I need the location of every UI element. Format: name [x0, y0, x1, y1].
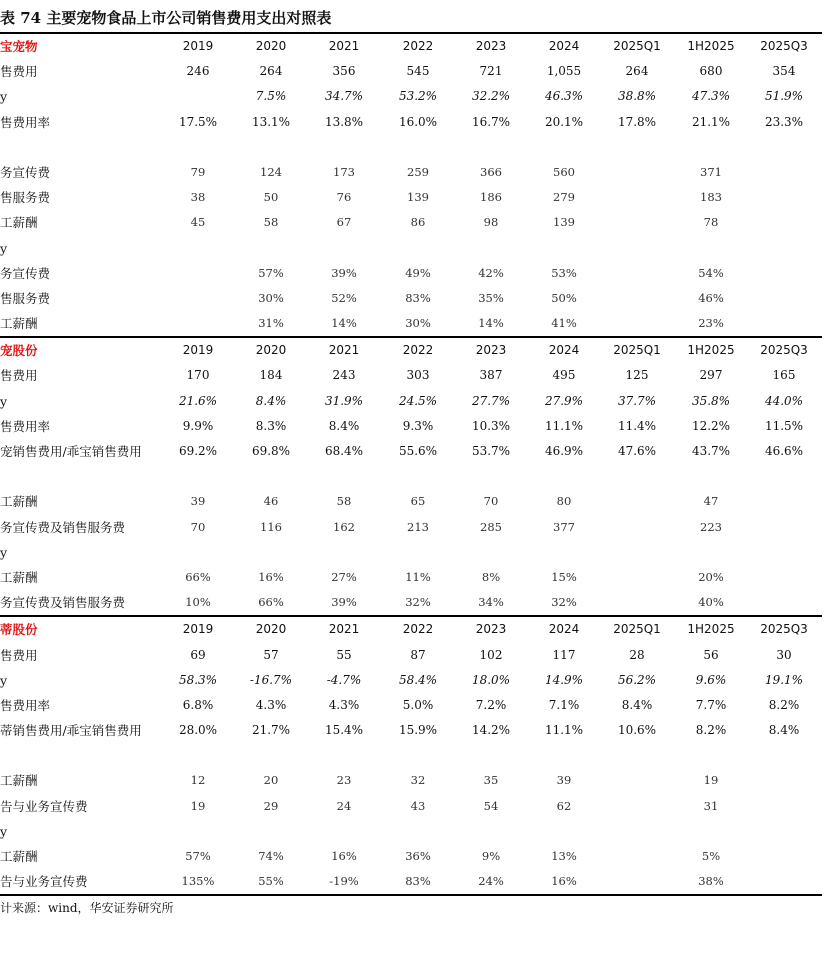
table-cell: 32 — [410, 773, 426, 788]
table-cell: 14.9% — [544, 672, 584, 687]
table-row — [0, 869, 822, 894]
expense-comparison-table — [0, 32, 822, 896]
company-name: 蒂股份 — [0, 622, 38, 638]
table-row — [0, 515, 822, 540]
table-cell: 50% — [551, 290, 577, 305]
table-cell: 8.2% — [695, 723, 727, 738]
table-cell: 31.9% — [324, 393, 364, 408]
table-cell: 9.6% — [695, 672, 727, 687]
column-header: 2025Q3 — [760, 39, 808, 53]
table-cell: 19.1% — [764, 672, 804, 687]
table-cell: 39% — [331, 595, 357, 610]
table-cell: 264 — [625, 64, 649, 79]
table-cell: 53.7% — [471, 444, 511, 458]
table-cell: 721 — [479, 64, 503, 79]
table-cell: 65 — [410, 494, 426, 509]
row-label: y — [0, 823, 8, 839]
table-cell: 42% — [478, 265, 504, 280]
table-row — [0, 464, 822, 489]
table-cell: 19 — [703, 773, 719, 788]
table-cell: 116 — [260, 519, 282, 534]
table-cell: 40% — [698, 595, 724, 610]
table-row — [0, 286, 822, 311]
table-cell: 15.9% — [398, 723, 438, 738]
table-cell: 11.4% — [617, 418, 657, 433]
row-label: 宠销售费用/乖宝销售费用 — [0, 444, 142, 459]
table-cell: 21.1% — [691, 114, 731, 129]
row-label: y — [0, 544, 8, 560]
row-label: 工薪酬 — [0, 215, 38, 231]
table-cell: 7.2% — [475, 697, 507, 712]
table-cell: 54 — [483, 798, 499, 813]
table-cell: 83% — [405, 874, 431, 889]
table-cell: 12 — [190, 773, 206, 788]
column-header: 2025Q1 — [613, 343, 661, 358]
table-cell: 29 — [263, 798, 279, 813]
row-label: 务宣传费及销售服务费 — [0, 519, 126, 535]
table-cell: 38 — [190, 190, 206, 205]
table-cell: 165 — [772, 368, 796, 383]
table-row — [0, 210, 822, 235]
company-section — [0, 338, 822, 617]
row-label: y — [0, 393, 8, 409]
table-cell: 15% — [551, 569, 577, 584]
table-cell: 69.2% — [178, 444, 218, 458]
table-cell: 30% — [405, 316, 431, 331]
table-cell: 246 — [186, 64, 210, 79]
table-cell: 12.2% — [691, 418, 731, 433]
table-cell: 58.4% — [398, 672, 438, 687]
table-cell: 52% — [331, 290, 357, 305]
table-cell: 67 — [336, 215, 352, 230]
table-cell: 55.6% — [398, 444, 438, 458]
table-row — [0, 389, 822, 414]
column-header: 2024 — [548, 39, 580, 53]
table-row — [0, 135, 822, 160]
table-cell: 17.5% — [178, 114, 218, 129]
company-name: 宝宠物 — [0, 39, 38, 54]
column-header: 2025Q3 — [760, 343, 808, 358]
table-cell: 53% — [551, 265, 577, 280]
table-cell: -19% — [329, 874, 359, 889]
table-cell: 139 — [553, 215, 575, 230]
table-row — [0, 794, 822, 819]
table-cell: 125 — [625, 368, 649, 383]
table-cell: 377 — [553, 519, 575, 534]
table-cell: 117 — [552, 647, 576, 662]
section-header-row — [0, 34, 822, 59]
row-label: 售服务费 — [0, 190, 51, 206]
table-cell: 102 — [479, 647, 503, 662]
table-cell: 13.1% — [251, 114, 291, 129]
column-header: 2019 — [182, 39, 214, 53]
table-cell: 8.4% — [621, 697, 653, 712]
table-cell: 16.7% — [471, 114, 511, 129]
table-cell: 13% — [551, 849, 577, 863]
table-cell: 46.6% — [764, 444, 804, 458]
table-cell: 20% — [698, 569, 724, 584]
table-cell: 57% — [185, 849, 211, 863]
table-cell: 23% — [698, 316, 724, 331]
table-cell: 74% — [258, 849, 284, 863]
table-cell: 24.5% — [398, 393, 438, 408]
row-label: 工薪酬 — [0, 316, 38, 332]
table-cell: 47 — [703, 494, 719, 509]
column-header: 2019 — [182, 622, 214, 637]
column-header: 1H2025 — [687, 622, 735, 637]
row-label: 售费用 — [0, 64, 38, 80]
column-header: 2021 — [328, 39, 360, 53]
table-cell: 20.1% — [544, 114, 584, 129]
table-cell: 371 — [700, 164, 722, 179]
table-cell: 69 — [190, 647, 206, 662]
table-cell: 78 — [703, 215, 719, 230]
table-cell: 38.8% — [617, 89, 657, 104]
row-label: 告与业务宣传费 — [0, 874, 88, 890]
table-cell: 46.9% — [544, 444, 584, 458]
table-cell: 43.7% — [691, 444, 731, 458]
table-cell: 11.1% — [544, 418, 584, 433]
table-row — [0, 261, 822, 286]
table-row — [0, 819, 822, 844]
company-name: 宠股份 — [0, 343, 38, 359]
table-cell: 76 — [336, 190, 352, 205]
table-cell: 49% — [405, 265, 431, 280]
table-cell: 162 — [333, 519, 355, 534]
table-cell: 8.4% — [328, 418, 360, 433]
table-cell: 16% — [331, 849, 357, 863]
company-section — [0, 617, 822, 896]
row-label: 售服务费 — [0, 290, 51, 306]
table-cell: 69.8% — [251, 444, 291, 458]
table-cell: 264 — [259, 64, 283, 79]
table-cell: 170 — [186, 368, 210, 383]
table-cell: 47.6% — [617, 444, 657, 458]
table-cell: 11% — [405, 569, 431, 584]
table-row — [0, 311, 822, 336]
table-cell: 30% — [258, 290, 284, 305]
column-header: 2024 — [548, 622, 580, 637]
table-cell: 9.9% — [182, 418, 214, 433]
column-header: 2021 — [328, 343, 360, 358]
table-cell: 8.2% — [768, 697, 800, 712]
column-header: 2023 — [475, 39, 507, 53]
table-cell: 14% — [331, 316, 357, 331]
table-cell: 139 — [407, 190, 429, 205]
column-header: 2022 — [402, 622, 434, 637]
row-label: 工薪酬 — [0, 773, 38, 789]
table-cell: 68.4% — [324, 444, 364, 458]
table-cell: 36% — [405, 849, 431, 863]
table-cell: 55 — [336, 647, 352, 662]
table-cell: 6.8% — [182, 697, 214, 712]
table-cell: 13.8% — [324, 114, 364, 129]
table-cell: 70 — [190, 519, 206, 534]
table-cell: 39% — [331, 265, 357, 280]
table-cell: 5% — [701, 849, 721, 863]
table-title: 表 74 主要宠物食品上市公司销售费用支出对照表 — [0, 9, 332, 27]
table-cell: 173 — [333, 164, 355, 179]
table-cell: 8.4% — [768, 723, 800, 738]
table-cell: 43 — [410, 798, 426, 813]
table-cell: 387 — [479, 368, 503, 383]
table-cell: 5.0% — [402, 697, 434, 712]
table-cell: 46% — [698, 290, 724, 305]
table-cell: 356 — [332, 64, 356, 79]
row-label: 蒂销售费用/乖宝销售费用 — [0, 723, 142, 739]
table-cell: 16.0% — [398, 114, 438, 129]
table-cell: 9% — [481, 849, 501, 863]
table-cell: 27.9% — [544, 393, 584, 408]
row-label: 工薪酬 — [0, 569, 38, 585]
table-cell: 8.3% — [255, 418, 287, 433]
table-cell: 18.0% — [471, 672, 511, 687]
table-row — [0, 668, 822, 693]
table-cell: 15.4% — [324, 723, 364, 738]
table-cell: 14.2% — [471, 723, 511, 738]
table-cell: 53.2% — [398, 89, 438, 104]
table-row — [0, 489, 822, 514]
table-cell: 10% — [185, 595, 211, 610]
table-cell: 86 — [410, 215, 426, 230]
column-header: 2023 — [475, 622, 507, 637]
table-cell: 46.3% — [544, 89, 584, 104]
table-row — [0, 236, 822, 261]
table-cell: 16% — [258, 569, 284, 584]
table-cell: 27.7% — [471, 393, 511, 408]
row-label: 工薪酬 — [0, 494, 38, 510]
table-row — [0, 439, 822, 464]
table-cell: 4.3% — [328, 697, 360, 712]
table-cell: 54% — [698, 265, 724, 280]
row-label: 售费用率 — [0, 697, 51, 713]
table-cell: 285 — [480, 519, 502, 534]
table-cell: 23.3% — [764, 114, 804, 129]
table-cell: 7.5% — [255, 89, 287, 104]
table-row — [0, 643, 822, 668]
table-cell: 56.2% — [617, 672, 657, 687]
column-header: 2021 — [328, 622, 360, 637]
row-label: y — [0, 89, 8, 105]
table-cell: 8.4% — [255, 393, 287, 408]
table-row — [0, 768, 822, 793]
table-cell: 10.3% — [471, 418, 511, 433]
column-header: 2022 — [402, 343, 434, 358]
row-label: 售费用率 — [0, 114, 51, 130]
table-cell: 30 — [776, 647, 792, 662]
table-cell: 9.3% — [402, 418, 434, 433]
table-cell: 21.6% — [178, 393, 218, 408]
table-cell: 184 — [259, 368, 283, 383]
table-row — [0, 718, 822, 743]
column-header: 2025Q1 — [613, 39, 661, 53]
table-row — [0, 590, 822, 615]
table-cell: 17.8% — [617, 114, 657, 129]
table-cell: 70 — [483, 494, 499, 509]
table-cell: 8% — [481, 569, 501, 584]
column-header: 1H2025 — [687, 39, 735, 53]
table-row — [0, 414, 822, 439]
row-label: 告与业务宣传费 — [0, 798, 88, 814]
table-cell: 87 — [410, 647, 426, 662]
table-cell: 31% — [258, 316, 284, 331]
column-header: 2025Q1 — [613, 622, 661, 637]
table-cell: 545 — [406, 64, 430, 79]
table-cell: 44.0% — [764, 393, 804, 408]
table-cell: 66% — [185, 569, 211, 584]
table-cell: 55% — [258, 874, 284, 889]
table-cell: -16.7% — [249, 672, 293, 687]
table-cell: 32% — [551, 595, 577, 610]
table-cell: 39 — [190, 494, 206, 509]
table-cell: 38% — [698, 874, 724, 889]
table-cell: 35% — [478, 290, 504, 305]
table-cell: 62 — [556, 798, 572, 813]
source-note: 计来源：wind，华安证券研究所 — [0, 901, 174, 915]
table-cell: 243 — [332, 368, 356, 383]
row-label: 务宣传费 — [0, 265, 51, 281]
table-cell: 680 — [699, 64, 723, 79]
table-cell: 34% — [478, 595, 504, 610]
section-header-row — [0, 617, 822, 642]
table-cell: 354 — [772, 64, 796, 79]
table-cell: 58.3% — [178, 672, 218, 687]
table-cell: 35.8% — [691, 393, 731, 408]
table-cell: 56 — [703, 647, 719, 662]
table-cell: 79 — [190, 164, 206, 179]
table-cell: 46 — [263, 494, 279, 509]
table-cell: 560 — [553, 164, 575, 179]
column-header: 2025Q3 — [760, 622, 808, 637]
row-label: 务宣传费及销售服务费 — [0, 595, 126, 611]
table-row — [0, 363, 822, 388]
column-header: 2023 — [475, 343, 507, 358]
table-row — [0, 844, 822, 869]
table-cell: 297 — [699, 368, 723, 383]
table-cell: 83% — [405, 290, 431, 305]
table-cell: 4.3% — [255, 697, 287, 712]
table-cell: 10.6% — [617, 723, 657, 738]
table-cell: 21.7% — [251, 723, 291, 738]
table-row — [0, 110, 822, 135]
column-header: 2020 — [255, 39, 287, 53]
table-cell: 39 — [556, 773, 572, 788]
table-cell: 80 — [556, 494, 572, 509]
table-row — [0, 565, 822, 590]
table-cell: 259 — [407, 164, 429, 179]
table-cell: 32% — [405, 595, 431, 610]
table-cell: 47.3% — [691, 89, 731, 104]
table-row — [0, 743, 822, 768]
table-cell: 7.1% — [548, 697, 580, 712]
table-cell: 45 — [190, 215, 206, 230]
column-header: 2022 — [402, 39, 434, 53]
table-row — [0, 185, 822, 210]
table-cell: 24% — [478, 874, 504, 889]
table-cell: 186 — [480, 190, 502, 205]
table-cell: 11.5% — [764, 418, 804, 433]
table-cell: 28 — [629, 647, 645, 662]
table-cell: 32.2% — [471, 89, 511, 104]
table-row — [0, 693, 822, 718]
table-cell: 495 — [552, 368, 576, 383]
table-cell: 213 — [407, 519, 429, 534]
table-cell: 223 — [700, 519, 722, 534]
table-cell: 98 — [483, 215, 499, 230]
table-cell: 51.9% — [764, 89, 804, 104]
table-cell: -4.7% — [326, 672, 362, 687]
table-cell: 1,055 — [546, 64, 582, 79]
table-cell: 35 — [483, 773, 499, 788]
table-cell: 279 — [553, 190, 575, 205]
table-cell: 11.1% — [544, 723, 584, 738]
table-cell: 37.7% — [617, 393, 657, 408]
table-cell: 58 — [263, 215, 279, 230]
table-cell: 303 — [406, 368, 430, 383]
table-cell: 50 — [263, 190, 279, 205]
column-header: 1H2025 — [687, 343, 735, 358]
table-cell: 24 — [336, 798, 352, 813]
table-cell: 41% — [551, 316, 577, 331]
table-cell: 57% — [258, 265, 284, 280]
column-header: 2019 — [182, 343, 214, 358]
column-header: 2020 — [255, 622, 287, 637]
table-cell: 20 — [263, 773, 279, 788]
row-label: 务宣传费 — [0, 164, 51, 180]
row-label: 售费用 — [0, 368, 38, 384]
table-cell: 66% — [258, 595, 284, 610]
table-cell: 23 — [336, 773, 352, 788]
row-label: 工薪酬 — [0, 849, 38, 864]
table-row — [0, 160, 822, 185]
table-cell: 183 — [700, 190, 722, 205]
table-cell: 16% — [551, 874, 577, 889]
table-cell: 57 — [263, 647, 279, 662]
row-label: 售费用 — [0, 647, 38, 663]
table-cell: 31 — [703, 798, 719, 813]
table-cell: 34.7% — [324, 89, 364, 104]
section-header-row — [0, 338, 822, 363]
table-cell: 14% — [478, 316, 504, 331]
row-label: y — [0, 240, 8, 256]
company-section — [0, 34, 822, 338]
table-row — [0, 540, 822, 565]
table-cell: 28.0% — [178, 723, 218, 738]
column-header: 2020 — [255, 343, 287, 358]
table-cell: 124 — [260, 164, 282, 179]
table-cell: 366 — [480, 164, 502, 179]
table-cell: 135% — [181, 874, 215, 889]
row-label: y — [0, 672, 8, 688]
column-header: 2024 — [548, 343, 580, 358]
table-cell: 58 — [336, 494, 352, 509]
table-row — [0, 59, 822, 84]
row-label: 售费用率 — [0, 418, 51, 434]
table-cell: 19 — [190, 798, 206, 813]
table-cell: 27% — [331, 569, 357, 584]
table-row — [0, 84, 822, 109]
table-cell: 7.7% — [695, 697, 727, 712]
